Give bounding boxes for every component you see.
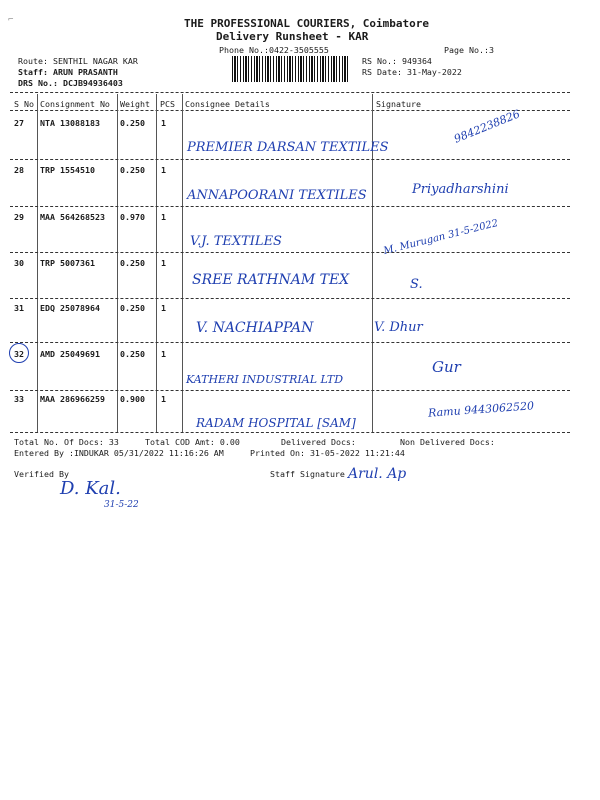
staff-signature-label: Staff Signature (270, 469, 345, 479)
route: Route: SENTHIL NAGAR KAR (18, 56, 138, 66)
divider (10, 432, 570, 433)
corner-mark: ⌐ (8, 15, 14, 25)
row-weight: 0.250 (120, 258, 145, 268)
verified-date: 31-5-22 (104, 500, 139, 510)
rs-date: RS Date: 31-May-2022 (362, 67, 462, 77)
row-sno: 30 (14, 258, 24, 268)
divider (10, 252, 570, 253)
page-number: Page No.:3 (444, 45, 494, 55)
row-consignee: SREE RATHNAM TEX (192, 272, 350, 288)
row-weight: 0.900 (120, 394, 145, 404)
row-weight: 0.250 (120, 349, 145, 359)
row-consignee: PREMIER DARSAN TEXTILES (187, 140, 389, 155)
row-signature: Gur (432, 358, 461, 376)
row-consignee: RADAM HOSPITAL [SAM] (196, 416, 356, 430)
row-signature: M. Murugan 31-5-2022 (382, 217, 500, 258)
row-pcs: 1 (161, 118, 166, 128)
row-consignment: EDQ 25078964 (40, 303, 100, 313)
staff-signature: Arul. Ap (348, 466, 407, 482)
row-consignee: V.J. TEXTILES (190, 234, 282, 249)
divider (10, 206, 570, 207)
col-consignment: Consignment No (40, 99, 110, 109)
row-pcs: 1 (161, 165, 166, 175)
divider (10, 159, 570, 160)
phone-number: Phone No.:0422-3505555 (219, 45, 329, 55)
divider (10, 92, 570, 93)
delivered-docs: Delivered Docs: (281, 437, 356, 447)
row-sno: 28 (14, 165, 24, 175)
col-consignee: Consignee Details (185, 99, 270, 109)
rs-number: RS No.: 949364 (362, 56, 432, 66)
row-consignee: V. NACHIAPPAN (196, 320, 314, 336)
divider (10, 298, 570, 299)
divider (10, 110, 570, 111)
row-sno: 31 (14, 303, 24, 313)
barcode (232, 56, 350, 82)
row-pcs: 1 (161, 212, 166, 222)
row-consignment: MAA 286966259 (40, 394, 105, 404)
col-divider (117, 94, 118, 432)
courier-title: THE PROFESSIONAL COURIERS, Coimbatore (184, 17, 430, 30)
row-signature: Priyadharshini (412, 182, 509, 197)
row-sno: 27 (14, 118, 24, 128)
col-divider (37, 94, 38, 432)
row-consignment: NTA 13088183 (40, 118, 100, 128)
row-consignment: TRP 5007361 (40, 258, 95, 268)
col-pcs: PCS (160, 99, 175, 109)
col-signature: Signature (376, 99, 421, 109)
row-pcs: 1 (161, 394, 166, 404)
row-sno: 32 (14, 349, 24, 359)
drs-number: DRS No.: DCJB94936403 (18, 78, 123, 88)
staff: Staff: ARUN PRASANTH (18, 67, 118, 77)
col-divider (182, 94, 183, 432)
row-consignment: MAA 564268523 (40, 212, 105, 222)
row-signature: Ramu 9443062520 (427, 399, 535, 420)
runsheet-subtitle: Delivery Runsheet - KAR (216, 30, 369, 43)
row-pcs: 1 (161, 258, 166, 268)
divider (10, 390, 570, 391)
total-cod: Total COD Amt: 0.00 (145, 437, 240, 447)
verified-by-label: Verified By (14, 469, 69, 479)
row-pcs: 1 (161, 303, 166, 313)
row-consignee: ANNAPOORANI TEXTILES (187, 188, 367, 203)
row-sno: 29 (14, 212, 24, 222)
divider (10, 342, 570, 343)
col-weight: Weight (120, 99, 150, 109)
entered-by: Entered By :INDUKAR 05/31/2022 11:16:26 AM (14, 448, 224, 458)
printed-on: Printed On: 31-05-2022 11:21:44 (250, 448, 405, 458)
row-signature: S. (410, 277, 423, 292)
row-weight: 0.970 (120, 212, 145, 222)
row-signature: 9842238826 (452, 107, 522, 146)
col-sno: S No (14, 99, 34, 109)
row-weight: 0.250 (120, 303, 145, 313)
row-consignment: AMD 25049691 (40, 349, 100, 359)
col-divider (156, 94, 157, 432)
row-consignee: KATHERI INDUSTRIAL LTD (186, 373, 344, 386)
row-signature: V. Dhur (374, 320, 423, 335)
verified-signature: D. Kal. (60, 478, 121, 499)
row-consignment: TRP 1554510 (40, 165, 95, 175)
row-circle-mark (9, 343, 29, 363)
row-weight: 0.250 (120, 165, 145, 175)
non-delivered-docs: Non Delivered Docs: (400, 437, 495, 447)
row-sno: 33 (14, 394, 24, 404)
row-pcs: 1 (161, 349, 166, 359)
total-docs: Total No. Of Docs: 33 (14, 437, 119, 447)
row-weight: 0.250 (120, 118, 145, 128)
